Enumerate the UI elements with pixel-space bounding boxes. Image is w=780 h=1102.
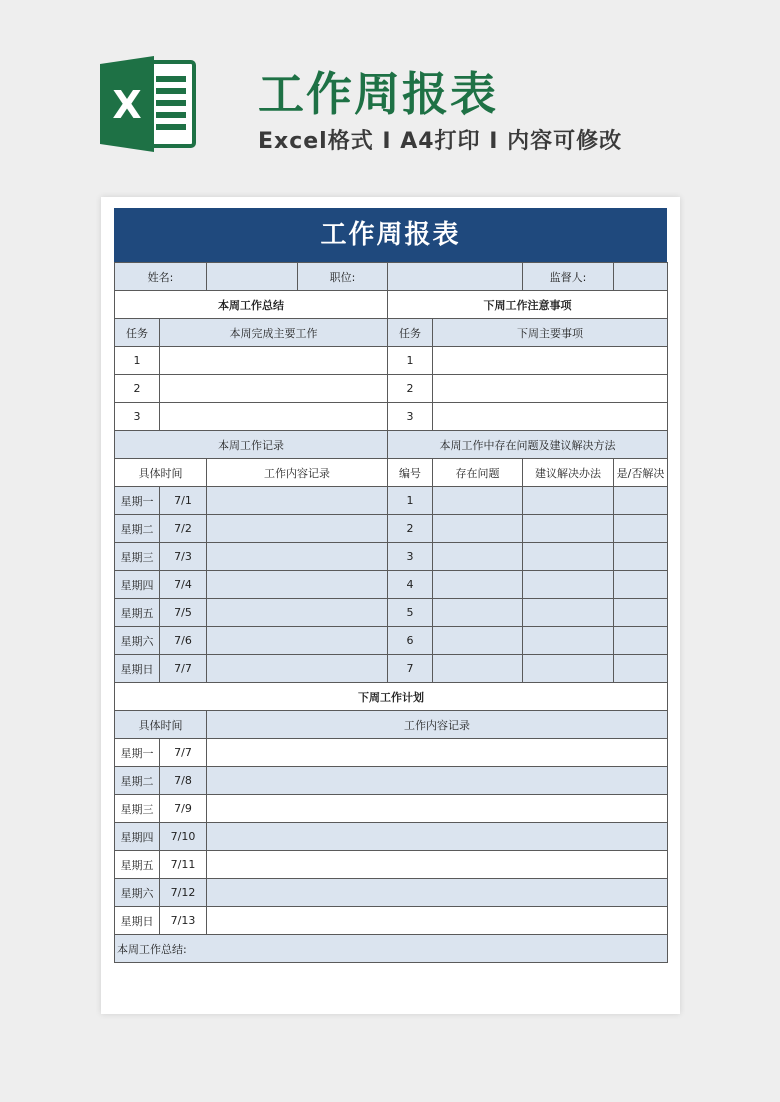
- col-content: 工作内容记录: [207, 711, 668, 739]
- col-next-items: 下周主要事项: [433, 319, 668, 347]
- task-number: 3: [388, 403, 433, 431]
- table-row: [115, 739, 668, 767]
- table-row: [115, 347, 668, 375]
- plan-content-cell[interactable]: [207, 795, 668, 823]
- record-section-header: [115, 431, 668, 459]
- plan-content-cell[interactable]: [207, 851, 668, 879]
- issue-cell[interactable]: [433, 487, 523, 515]
- table-row: [115, 515, 668, 543]
- next-item-cell[interactable]: [433, 347, 668, 375]
- table-row: [115, 907, 668, 935]
- col-task: 任务: [388, 319, 433, 347]
- issue-cell[interactable]: [433, 627, 523, 655]
- summary-section-header: [115, 291, 668, 319]
- issue-number: 6: [388, 627, 433, 655]
- supervisor-value-cell[interactable]: [614, 263, 668, 291]
- resolved-cell[interactable]: [614, 571, 668, 599]
- day-label: 星期六: [115, 627, 160, 655]
- summary-column-header: [115, 319, 668, 347]
- day-label: 星期五: [115, 599, 160, 627]
- page-title: 工作周报表: [258, 67, 498, 121]
- table-row: [115, 795, 668, 823]
- issues-title: 本周工作中存在问题及建议解决方法: [388, 431, 668, 459]
- issue-number: 7: [388, 655, 433, 683]
- day-label: 星期日: [115, 907, 160, 935]
- plan-content-cell[interactable]: [207, 907, 668, 935]
- weekly-summary-title: 本周工作总结: [115, 291, 388, 319]
- day-label: 星期一: [115, 487, 160, 515]
- suggestion-cell[interactable]: [523, 543, 614, 571]
- day-label: 星期一: [115, 739, 160, 767]
- issue-number: 1: [388, 487, 433, 515]
- date-label: 7/4: [160, 571, 207, 599]
- record-content-cell[interactable]: [207, 627, 388, 655]
- record-content-cell[interactable]: [207, 487, 388, 515]
- resolved-cell[interactable]: [614, 515, 668, 543]
- col-time: 具体时间: [115, 711, 207, 739]
- info-row: [115, 263, 668, 291]
- date-label: 7/3: [160, 543, 207, 571]
- suggestion-cell[interactable]: [523, 515, 614, 543]
- page-subtitle: Excel格式 I A4打印 I 内容可修改: [258, 129, 623, 154]
- record-column-header: [115, 459, 668, 487]
- table-row: [115, 851, 668, 879]
- col-issue: 存在问题: [433, 459, 523, 487]
- day-label: 星期二: [115, 515, 160, 543]
- day-label: 星期四: [115, 823, 160, 851]
- col-suggestion: 建议解决办法: [523, 459, 614, 487]
- issue-cell[interactable]: [433, 571, 523, 599]
- main-work-cell[interactable]: [160, 347, 388, 375]
- date-label: 7/10: [160, 823, 207, 851]
- task-number: 2: [388, 375, 433, 403]
- resolved-cell[interactable]: [614, 487, 668, 515]
- suggestion-cell[interactable]: [523, 487, 614, 515]
- issue-cell[interactable]: [433, 515, 523, 543]
- plan-content-cell[interactable]: [207, 767, 668, 795]
- date-label: 7/5: [160, 599, 207, 627]
- report-sheet: [114, 208, 667, 963]
- day-label: 星期四: [115, 571, 160, 599]
- date-label: 7/8: [160, 767, 207, 795]
- date-label: 7/1: [160, 487, 207, 515]
- resolved-cell[interactable]: [614, 599, 668, 627]
- record-content-cell[interactable]: [207, 515, 388, 543]
- day-label: 星期六: [115, 879, 160, 907]
- issue-cell[interactable]: [433, 599, 523, 627]
- table-row: [115, 403, 668, 431]
- report-table: [114, 262, 668, 963]
- position-label: 职位:: [298, 263, 388, 291]
- logo-letter: X: [112, 83, 142, 127]
- plan-content-cell[interactable]: [207, 823, 668, 851]
- day-label: 星期五: [115, 851, 160, 879]
- table-row: [115, 767, 668, 795]
- plan-content-cell[interactable]: [207, 739, 668, 767]
- issue-cell[interactable]: [433, 655, 523, 683]
- main-work-cell[interactable]: [160, 375, 388, 403]
- suggestion-cell[interactable]: [523, 655, 614, 683]
- main-work-cell[interactable]: [160, 403, 388, 431]
- col-main-work: 本周完成主要工作: [160, 319, 388, 347]
- col-task: 任务: [115, 319, 160, 347]
- task-number: 1: [388, 347, 433, 375]
- weekly-record-title: 本周工作记录: [115, 431, 388, 459]
- supervisor-label: 监督人:: [523, 263, 614, 291]
- day-label: 星期三: [115, 795, 160, 823]
- record-content-cell[interactable]: [207, 543, 388, 571]
- sheet-banner: 工作周报表: [114, 208, 667, 262]
- next-item-cell[interactable]: [433, 403, 668, 431]
- day-label: 星期三: [115, 543, 160, 571]
- date-label: 7/9: [160, 795, 207, 823]
- date-label: 7/11: [160, 851, 207, 879]
- date-label: 7/6: [160, 627, 207, 655]
- issue-number: 5: [388, 599, 433, 627]
- suggestion-cell[interactable]: [523, 571, 614, 599]
- next-week-notes-title: 下周工作注意事项: [388, 291, 668, 319]
- date-label: 7/2: [160, 515, 207, 543]
- table-row: [115, 487, 668, 515]
- resolved-cell[interactable]: [614, 627, 668, 655]
- date-label: 7/7: [160, 655, 207, 683]
- position-value-cell[interactable]: [388, 263, 523, 291]
- weekly-summary-cell[interactable]: 本周工作总结:: [115, 935, 668, 963]
- resolved-cell[interactable]: [614, 655, 668, 683]
- date-label: 7/13: [160, 907, 207, 935]
- issue-number: 3: [388, 543, 433, 571]
- issue-number: 4: [388, 571, 433, 599]
- col-time: 具体时间: [115, 459, 207, 487]
- day-label: 星期二: [115, 767, 160, 795]
- table-row: [115, 571, 668, 599]
- plan-content-cell[interactable]: [207, 879, 668, 907]
- issue-cell[interactable]: [433, 543, 523, 571]
- plan-section-header: [115, 683, 668, 711]
- record-content-cell[interactable]: [207, 571, 388, 599]
- summary-footer-row: [115, 935, 668, 963]
- col-resolved: 是/否解决: [614, 459, 668, 487]
- excel-logo-icon: [100, 56, 198, 152]
- date-label: 7/7: [160, 739, 207, 767]
- task-number: 3: [115, 403, 160, 431]
- date-label: 7/12: [160, 879, 207, 907]
- next-week-plan-title: 下周工作计划: [115, 683, 668, 711]
- table-row: [115, 879, 668, 907]
- resolved-cell[interactable]: [614, 543, 668, 571]
- table-row: [115, 375, 668, 403]
- task-number: 2: [115, 375, 160, 403]
- col-number: 编号: [388, 459, 433, 487]
- suggestion-cell[interactable]: [523, 627, 614, 655]
- day-label: 星期日: [115, 655, 160, 683]
- table-row: [115, 599, 668, 627]
- table-row: [115, 627, 668, 655]
- plan-column-header: [115, 711, 668, 739]
- table-row: [115, 543, 668, 571]
- issue-number: 2: [388, 515, 433, 543]
- table-row: [115, 655, 668, 683]
- next-item-cell[interactable]: [433, 375, 668, 403]
- name-value-cell[interactable]: [207, 263, 298, 291]
- task-number: 1: [115, 347, 160, 375]
- suggestion-cell[interactable]: [523, 599, 614, 627]
- record-content-cell[interactable]: [207, 599, 388, 627]
- record-content-cell[interactable]: [207, 655, 388, 683]
- name-label: 姓名:: [115, 263, 207, 291]
- table-row: [115, 823, 668, 851]
- col-content: 工作内容记录: [207, 459, 388, 487]
